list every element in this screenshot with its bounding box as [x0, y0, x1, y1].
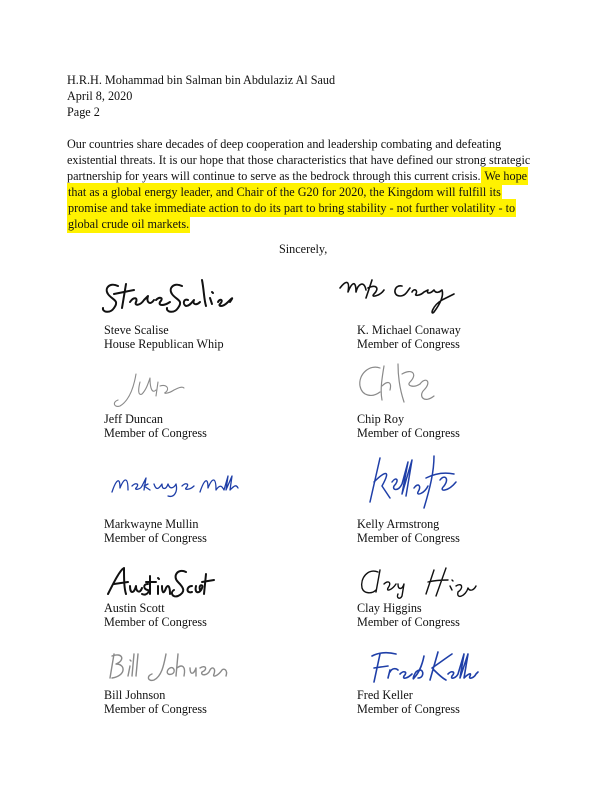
signature-bill-johnson — [104, 650, 244, 684]
body-line-2: existential threats. It is our hope that those characteristics that have defined our strong strategic — [67, 153, 531, 167]
signature-kelly-armstrong — [364, 452, 464, 514]
signature-markwayne-mullin — [108, 468, 248, 498]
signatory-name: Bill Johnson — [104, 688, 166, 702]
signatory-title: Member of Congress — [104, 615, 207, 629]
signatory-name: Chip Roy — [357, 412, 405, 426]
signature-austin-scott — [106, 564, 216, 600]
highlight-span: We hope — [481, 169, 528, 183]
signatory-title: Member of Congress — [104, 702, 207, 716]
signatory-title: Member of Congress — [357, 531, 460, 545]
signatory-title: Member of Congress — [104, 531, 207, 545]
signatory-name: Kelly Armstrong — [357, 517, 440, 531]
body-line-6 — [67, 217, 190, 232]
body-line-3-plain: partnership for years will continue to serve as the bedrock through this current crisis. — [67, 169, 481, 183]
signature-chip-roy — [354, 360, 444, 410]
recipient-line: H.R.H. Mohammad bin Salman bin Abdulaziz Al Saud — [67, 73, 336, 87]
signature-clay-higgins — [356, 566, 486, 600]
letter-date: April 8, 2020 — [67, 89, 133, 103]
body-line-1: Our countries share decades of deep cooperation and leadership combating and defeating — [67, 137, 502, 151]
signatory-title: Member of Congress — [357, 702, 460, 716]
body-line-3 — [67, 169, 528, 184]
signature-steve-scalise — [100, 272, 240, 318]
signatory-title: Member of Congress — [357, 426, 460, 440]
signatory-title: Member of Congress — [357, 337, 460, 351]
highlight-span: global crude oil markets. — [68, 217, 190, 231]
signatory-name: Markwayne Mullin — [104, 517, 199, 531]
signatory-title: Member of Congress — [104, 426, 207, 440]
signatory-name: Jeff Duncan — [104, 412, 163, 426]
signature-fred-keller — [366, 648, 482, 686]
signatory-name: Fred Keller — [357, 688, 413, 702]
body-line-4 — [67, 185, 502, 200]
highlight-span: promise and take immediate action to do its part to bring stability - not further volatility - to — [68, 201, 516, 215]
signatory-name: K. Michael Conaway — [357, 323, 461, 337]
signatory-name: Clay Higgins — [357, 601, 422, 615]
highlight-span: that as a global energy leader, and Chair of the G20 for 2020, the Kingdom will fulfill its — [68, 185, 501, 199]
signatory-name: Steve Scalise — [104, 323, 169, 337]
closing: Sincerely, — [279, 242, 328, 256]
signatory-title: House Republican Whip — [104, 337, 224, 351]
signatory-title: Member of Congress — [357, 615, 460, 629]
signatory-name: Austin Scott — [104, 601, 165, 615]
signature-k-michael-conaway — [336, 270, 466, 320]
body-line-5 — [67, 201, 516, 216]
signature-jeff-duncan — [112, 372, 192, 412]
page-number: Page 2 — [67, 105, 100, 119]
